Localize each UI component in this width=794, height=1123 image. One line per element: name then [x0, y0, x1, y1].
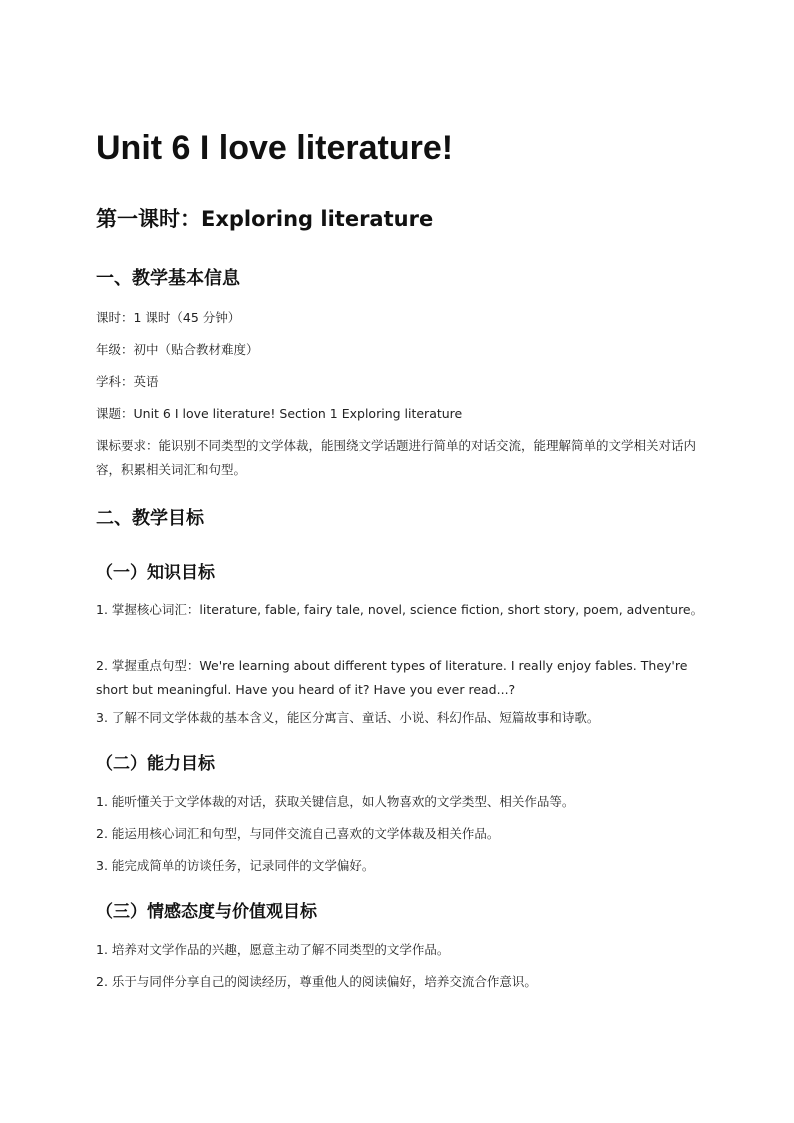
document-title: Unit 6 I love literature!: [96, 129, 454, 167]
ability-item: 3. 能完成简单的访谈任务，记录同伴的文学偏好。: [96, 858, 375, 873]
info-line-curriculum-requirement: 课标要求：能识别不同类型的文学体裁，能围绕文学话题进行简单的对话交流，能理解简单的文学相关对话内容，积累相关词汇和句型。: [96, 438, 697, 477]
subheading-ability-objectives: （二）能力目标: [96, 754, 215, 774]
section-heading-basic-info: 一、教学基本信息: [96, 268, 240, 289]
info-line-topic: 课题：Unit 6 I love literature! Section 1 Exploring literature: [96, 406, 463, 421]
emotion-item: 2. 乐于与同伴分享自己的阅读经历，尊重他人的阅读偏好，培养交流合作意识。: [96, 974, 537, 989]
subheading-emotion-objectives: （三）情感态度与价值观目标: [96, 902, 317, 922]
subheading-knowledge-objectives: （一）知识目标: [96, 563, 215, 583]
knowledge-item: 2. 掌握重点句型：We're learning about different types of literature. I really enjoy fables. They're short but meaningful. Have you heard of it? Have you ever read...?: [96, 658, 688, 697]
info-line-duration: 课时：1 课时（45 分钟）: [96, 310, 241, 325]
knowledge-item: 3. 了解不同文学体裁的基本含义，能区分寓言、童话、小说、科幻作品、短篇故事和诗歌。: [96, 710, 600, 725]
info-line-grade: 年级：初中（贴合教材难度）: [96, 342, 259, 357]
section-heading-objectives: 二、教学目标: [96, 508, 204, 529]
emotion-item: 1. 培养对文学作品的兴趣，愿意主动了解不同类型的文学作品。: [96, 942, 450, 957]
ability-item: 1. 能听懂关于文学体裁的对话，获取关键信息，如人物喜欢的文学类型、相关作品等。: [96, 794, 575, 809]
info-line-subject: 学科：英语: [96, 374, 159, 389]
knowledge-item: 1. 掌握核心词汇：literature, fable, fairy tale, novel, science fiction, short story, poem, adventure。: [96, 602, 704, 617]
ability-item: 2. 能运用核心词汇和句型，与同伴交流自己喜欢的文学体裁及相关作品。: [96, 826, 500, 841]
lesson-title: 第一课时：Exploring literature: [96, 207, 434, 231]
